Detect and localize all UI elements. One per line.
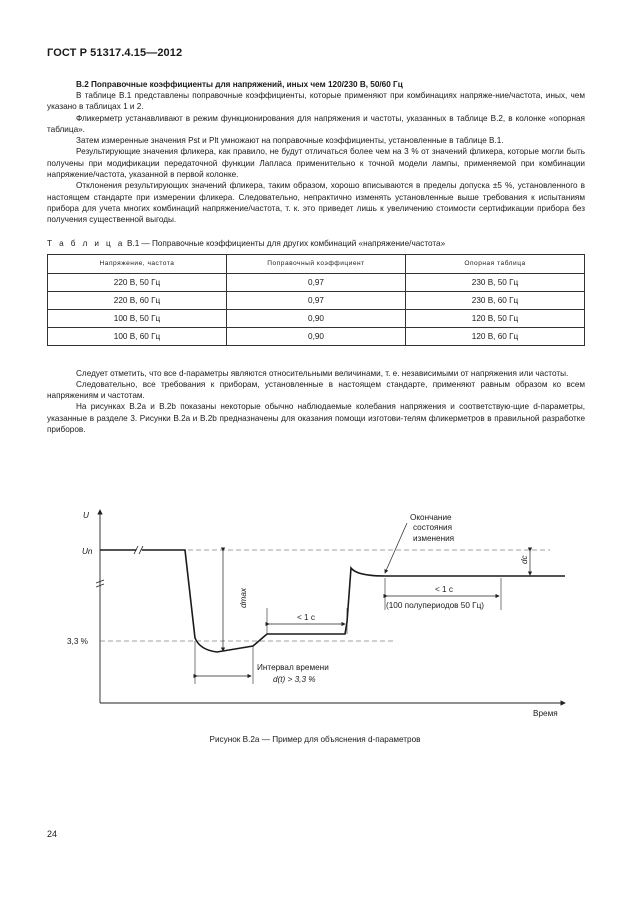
page-number: 24 <box>47 829 58 839</box>
section-title: B.2 Поправочные коэффициенты для напряжений, иных чем 120/230 В, 50/60 Гц <box>76 80 403 89</box>
time-interval-label: Интервал времени <box>257 663 329 672</box>
column-header: Напряжение, частота <box>48 254 227 273</box>
dmax-label: dmax <box>239 587 248 608</box>
bottom-paragraphs <box>47 368 585 436</box>
paragraph: Фликерметр устанавливают в режим функционирования для напряжения и частоты, указанных в таблице B.2, в колонке «опорная таблица». <box>47 113 585 134</box>
table-cell: 230 В, 50 Гц <box>406 273 585 291</box>
voltage-change-figure <box>45 498 575 718</box>
paragraph: Затем измеренные значения Pst и Plt умножают на поправочные коэффициенты, установленные в таблице B.1. <box>76 136 504 146</box>
document-body <box>47 80 585 435</box>
table-cell: 220 В, 50 Гц <box>48 273 227 291</box>
paragraph: В таблице B.1 представлены поправочные коэффициенты, которые применяют при комбинациях напряже-ние/частота, иных, чем указано в таблицах 1 и 2. <box>47 91 585 112</box>
column-header: Поправочный коэффициент <box>227 254 406 273</box>
time-interval-condition: d(t) > 3,3 % <box>273 675 316 684</box>
level-label: 3,3 % <box>67 637 88 646</box>
interval-label-middle: < 1 с <box>297 613 315 622</box>
y-axis-label: U <box>83 511 89 520</box>
paragraph: Следовательно, все требования к приборам, установленные в настоящем стандарте, применяют равным образом ко всем напряжениям и частотам. <box>47 379 585 401</box>
table-cell: 0,90 <box>227 309 406 327</box>
standard-header: ГОСТ Р 51317.4.15—2012 <box>47 47 183 59</box>
table-header-row <box>48 254 585 273</box>
time-axis-label: Время <box>533 709 558 718</box>
table-cell: 0,97 <box>227 273 406 291</box>
paragraph: Отклонения результирующих значений фликера, таким образом, хорошо вписываются в пределы допуска ±5 %, установленного в настоящем стандарте при измерении фликера. Следовательно, непрактично изменять установленные выше требования к испытаниям прибора для учета многих комбинаций напряжение/частота, т. к. это приведет лишь к увеличению стоимости сертификации прибора без получения существенной выгоды. <box>47 181 585 225</box>
paragraph: На рисунках B.2a и B.2b показаны некоторые обычно наблюдаемые колебания напряжения и соответствую-щие d-параметры, указанные в разделе 3. Рисунки B.2a и B.2b предназначены для оказания помощи изготови-телям фликерметров в правильной разработке приборов. <box>47 402 585 435</box>
un-label: Un <box>82 547 93 556</box>
paragraph: Следует отметить, что все d-параметры являются относительными величинами, т. е. независимыми от напряжения или частоты. <box>76 368 569 378</box>
column-header: Опорная таблица <box>406 254 585 273</box>
table-caption <box>47 239 585 248</box>
table-row <box>48 327 585 345</box>
table-row <box>48 273 585 291</box>
table-cell: 100 В, 50 Гц <box>48 309 227 327</box>
table-caption-text: B.1 — Поправочные коэффициенты для других комбинаций «напряжение/частота» <box>126 238 446 248</box>
correction-table <box>47 254 585 346</box>
steady-state-label-2: состояния <box>413 523 453 532</box>
voltage-curve <box>100 550 565 652</box>
paragraph: Результирующие значения фликера, как правило, не будут отличаться более чем на 3 % от значений фликера, которые могли быть получены при модификации передаточной функции Лапласа применительно к точной модели лампы, применяемой при комбинации напряжение/частота, указанной в первой колонке. <box>47 147 585 180</box>
dc-label: dc <box>520 555 529 564</box>
table-row <box>48 309 585 327</box>
interval-label-right: < 1 с <box>435 585 453 594</box>
table-cell: 0,97 <box>227 291 406 309</box>
steady-state-label-3: изменения <box>413 534 455 543</box>
table-row <box>48 291 585 309</box>
steady-state-label-1: Окончание <box>410 513 452 522</box>
table-cell: 100 В, 60 Гц <box>48 327 227 345</box>
steady-state-pointer <box>385 523 407 573</box>
table-cell: 220 В, 60 Гц <box>48 291 227 309</box>
table-caption-prefix: Т а б л и ц а <box>47 238 125 248</box>
table-cell: 120 В, 60 Гц <box>406 327 585 345</box>
table-cell: 0,90 <box>227 327 406 345</box>
table-cell: 120 В, 50 Гц <box>406 309 585 327</box>
figure-caption: Рисунок B.2a — Пример для объяснения d-параметров <box>209 735 421 744</box>
periods-label: (100 полупериодов 50 Гц) <box>386 601 485 610</box>
table-cell: 230 В, 60 Гц <box>406 291 585 309</box>
top-paragraphs <box>47 90 585 226</box>
